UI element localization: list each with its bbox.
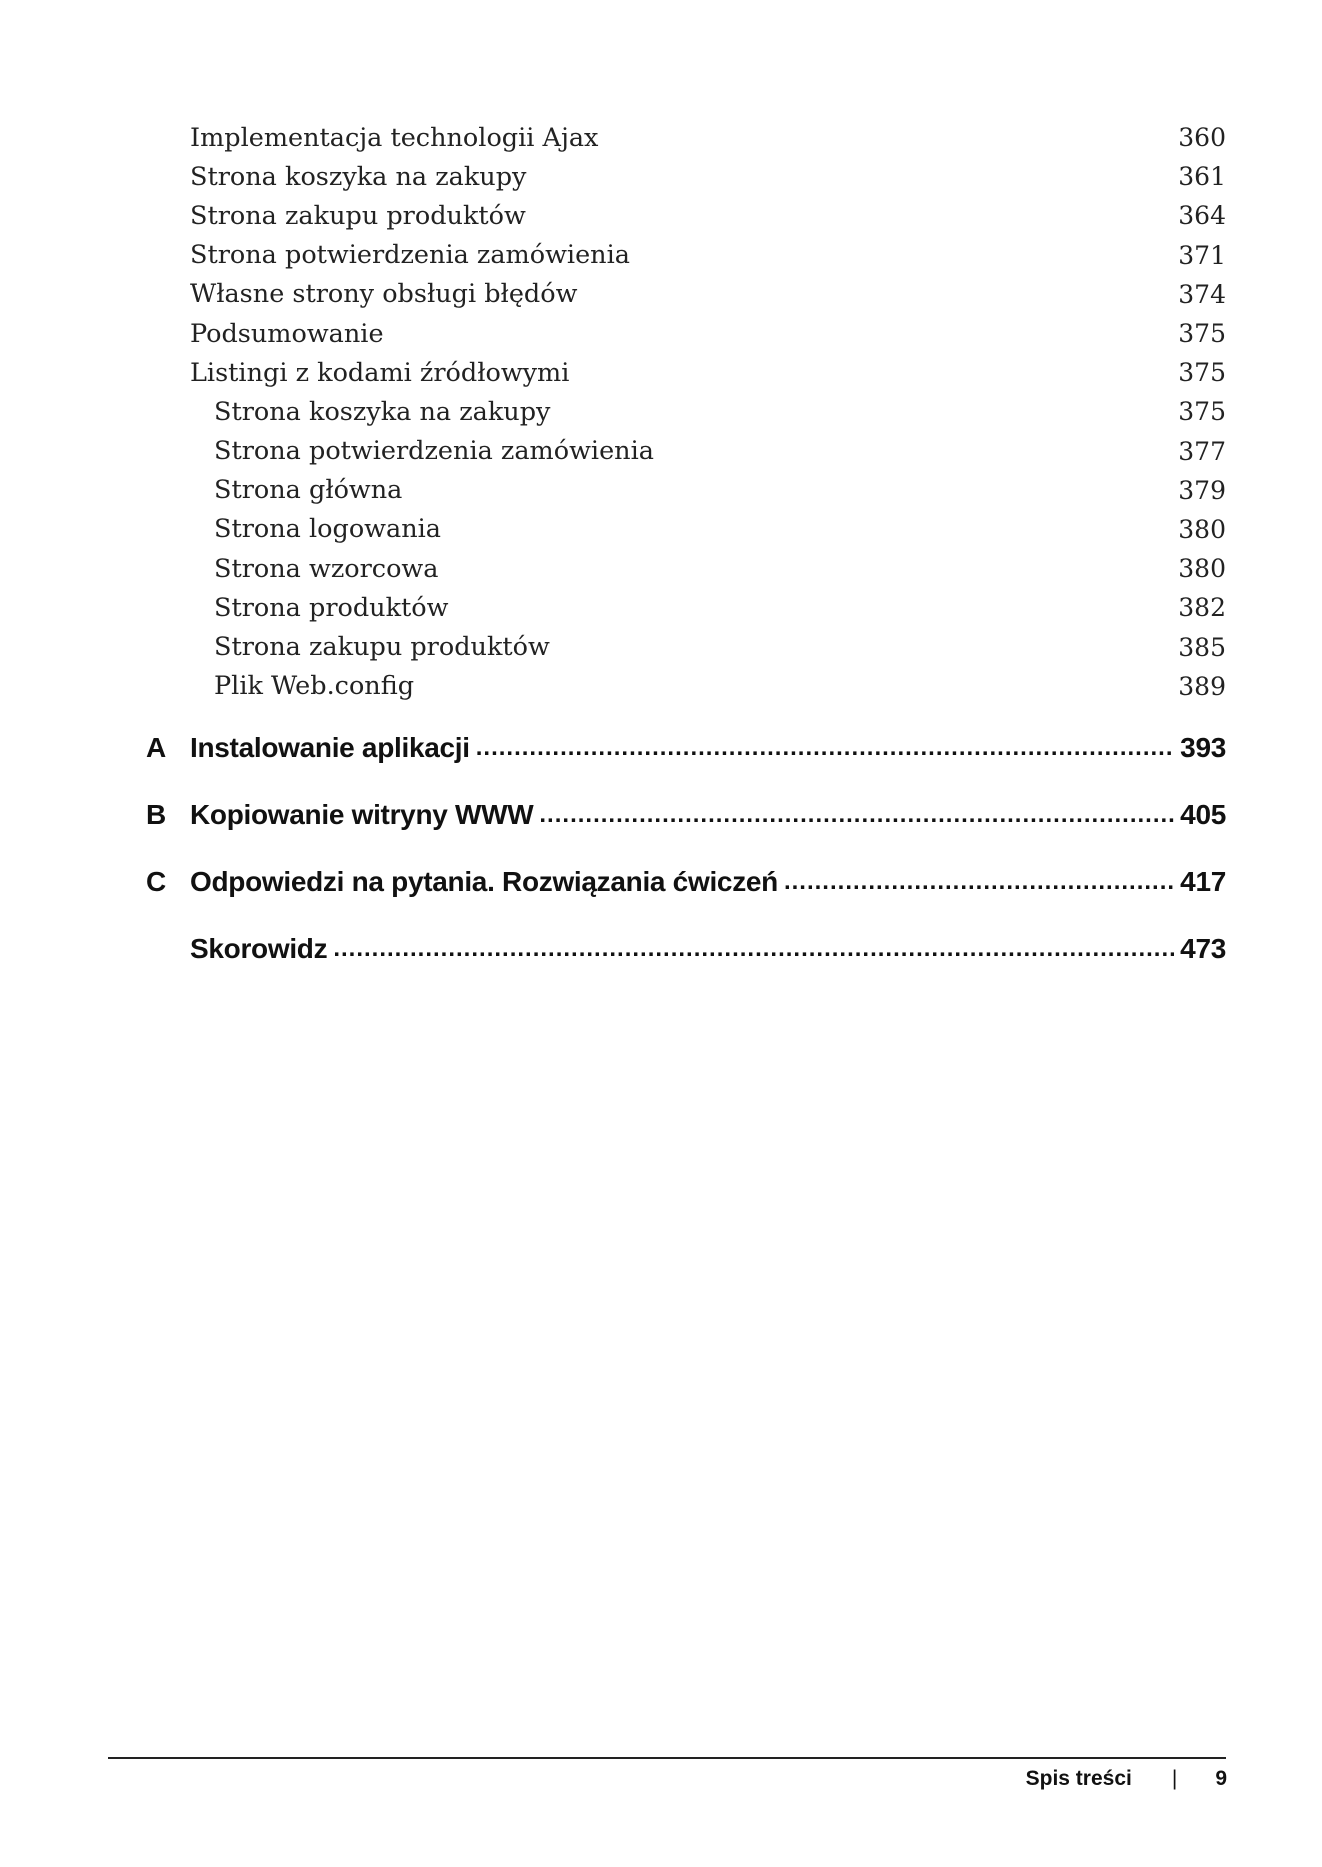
footer-rule <box>108 1757 1226 1759</box>
toc-entry-title: Strona koszyka na zakupy <box>214 396 551 427</box>
toc-entry-page: 364 <box>1178 201 1226 231</box>
toc-entry-page: 380 <box>1178 554 1226 584</box>
toc-subentry[interactable] <box>190 627 1226 666</box>
appendix-entry-c[interactable] <box>146 858 1226 906</box>
toc-subentry[interactable] <box>190 667 1226 706</box>
toc-entry-page: 374 <box>1178 279 1226 309</box>
toc-entry-title: Strona główna <box>214 475 403 506</box>
toc-entry-page: 389 <box>1178 671 1226 701</box>
appendix-letter: A <box>146 732 166 763</box>
toc-entry-page: 371 <box>1178 240 1226 270</box>
appendix-page: 393 <box>1180 732 1226 763</box>
toc-entry[interactable] <box>190 236 1226 275</box>
toc-entry[interactable] <box>190 353 1226 392</box>
toc-entry-page: 361 <box>1178 162 1226 192</box>
footer-page-number: 9 <box>1215 1767 1227 1790</box>
toc-entry-title: Strona wzorcowa <box>214 553 439 584</box>
appendix-title: Skorowidz <box>190 933 328 964</box>
toc-entry[interactable] <box>190 157 1226 196</box>
appendix-page: 417 <box>1180 866 1226 897</box>
footer-separator: | <box>1171 1767 1178 1790</box>
toc-entry-title: Strona zakupu produktów <box>214 632 550 663</box>
dot-leader <box>784 868 1174 896</box>
toc-entry-title: Strona koszyka na zakupy <box>190 161 527 192</box>
dot-leader <box>333 935 1174 963</box>
toc-entry-title: Implementacja technologii Ajax <box>190 122 599 153</box>
toc-entry-title: Strona zakupu produktów <box>190 200 526 231</box>
toc-entry-page: 385 <box>1178 632 1226 662</box>
appendix-title: Odpowiedzi na pytania. Rozwiązania ćwiczeń <box>190 866 778 897</box>
toc-entry-page: 380 <box>1178 514 1226 544</box>
index-entry[interactable] <box>146 925 1226 973</box>
toc-entry[interactable] <box>190 275 1226 314</box>
dot-leader <box>476 734 1174 762</box>
toc-entry[interactable] <box>190 196 1226 235</box>
appendix-page: 405 <box>1180 799 1226 830</box>
toc-entry-page: 382 <box>1178 593 1226 623</box>
toc-entry-page: 379 <box>1178 475 1226 505</box>
appendix-title: Kopiowanie witryny WWW <box>190 799 534 830</box>
toc-subentry[interactable] <box>190 588 1226 627</box>
toc-entry-page: 377 <box>1178 436 1226 466</box>
toc-entry[interactable] <box>190 118 1226 157</box>
toc-entry-title: Podsumowanie <box>190 318 384 349</box>
toc-entries <box>190 118 1226 706</box>
toc-entry[interactable] <box>190 314 1226 353</box>
toc-entry-title: Strona potwierdzenia zamówienia <box>214 436 654 467</box>
appendix-page: 473 <box>1180 933 1226 964</box>
appendix-entry-a[interactable] <box>146 724 1226 772</box>
toc-entry-title: Listingi z kodami źródłowymi <box>190 357 570 388</box>
toc-entry-title: Strona logowania <box>214 514 441 545</box>
appendix-title: Instalowanie aplikacji <box>190 732 470 763</box>
toc-entry-title: Strona produktów <box>214 592 449 623</box>
page-footer <box>1026 1762 1227 1796</box>
toc-entry-title: Własne strony obsługi błędów <box>190 279 578 310</box>
toc-subentry[interactable] <box>190 432 1226 471</box>
dot-leader <box>539 801 1174 829</box>
toc-entry-page: 375 <box>1178 319 1226 349</box>
toc-subentry[interactable] <box>190 549 1226 588</box>
toc-entry-page: 375 <box>1178 358 1226 388</box>
toc-subentry[interactable] <box>190 392 1226 431</box>
appendix-entry-b[interactable] <box>146 791 1226 839</box>
toc-entry-page: 360 <box>1178 123 1226 153</box>
toc-subentry[interactable] <box>190 471 1226 510</box>
appendix-letter: C <box>146 866 166 897</box>
appendix-letter: B <box>146 799 166 830</box>
toc-entry-page: 375 <box>1178 397 1226 427</box>
toc-entry-title: Strona potwierdzenia zamówienia <box>190 240 630 271</box>
toc-entry-title: Plik Web.config <box>214 671 415 702</box>
footer-section-title: Spis treści <box>1025 1767 1132 1790</box>
toc-subentry[interactable] <box>190 510 1226 549</box>
